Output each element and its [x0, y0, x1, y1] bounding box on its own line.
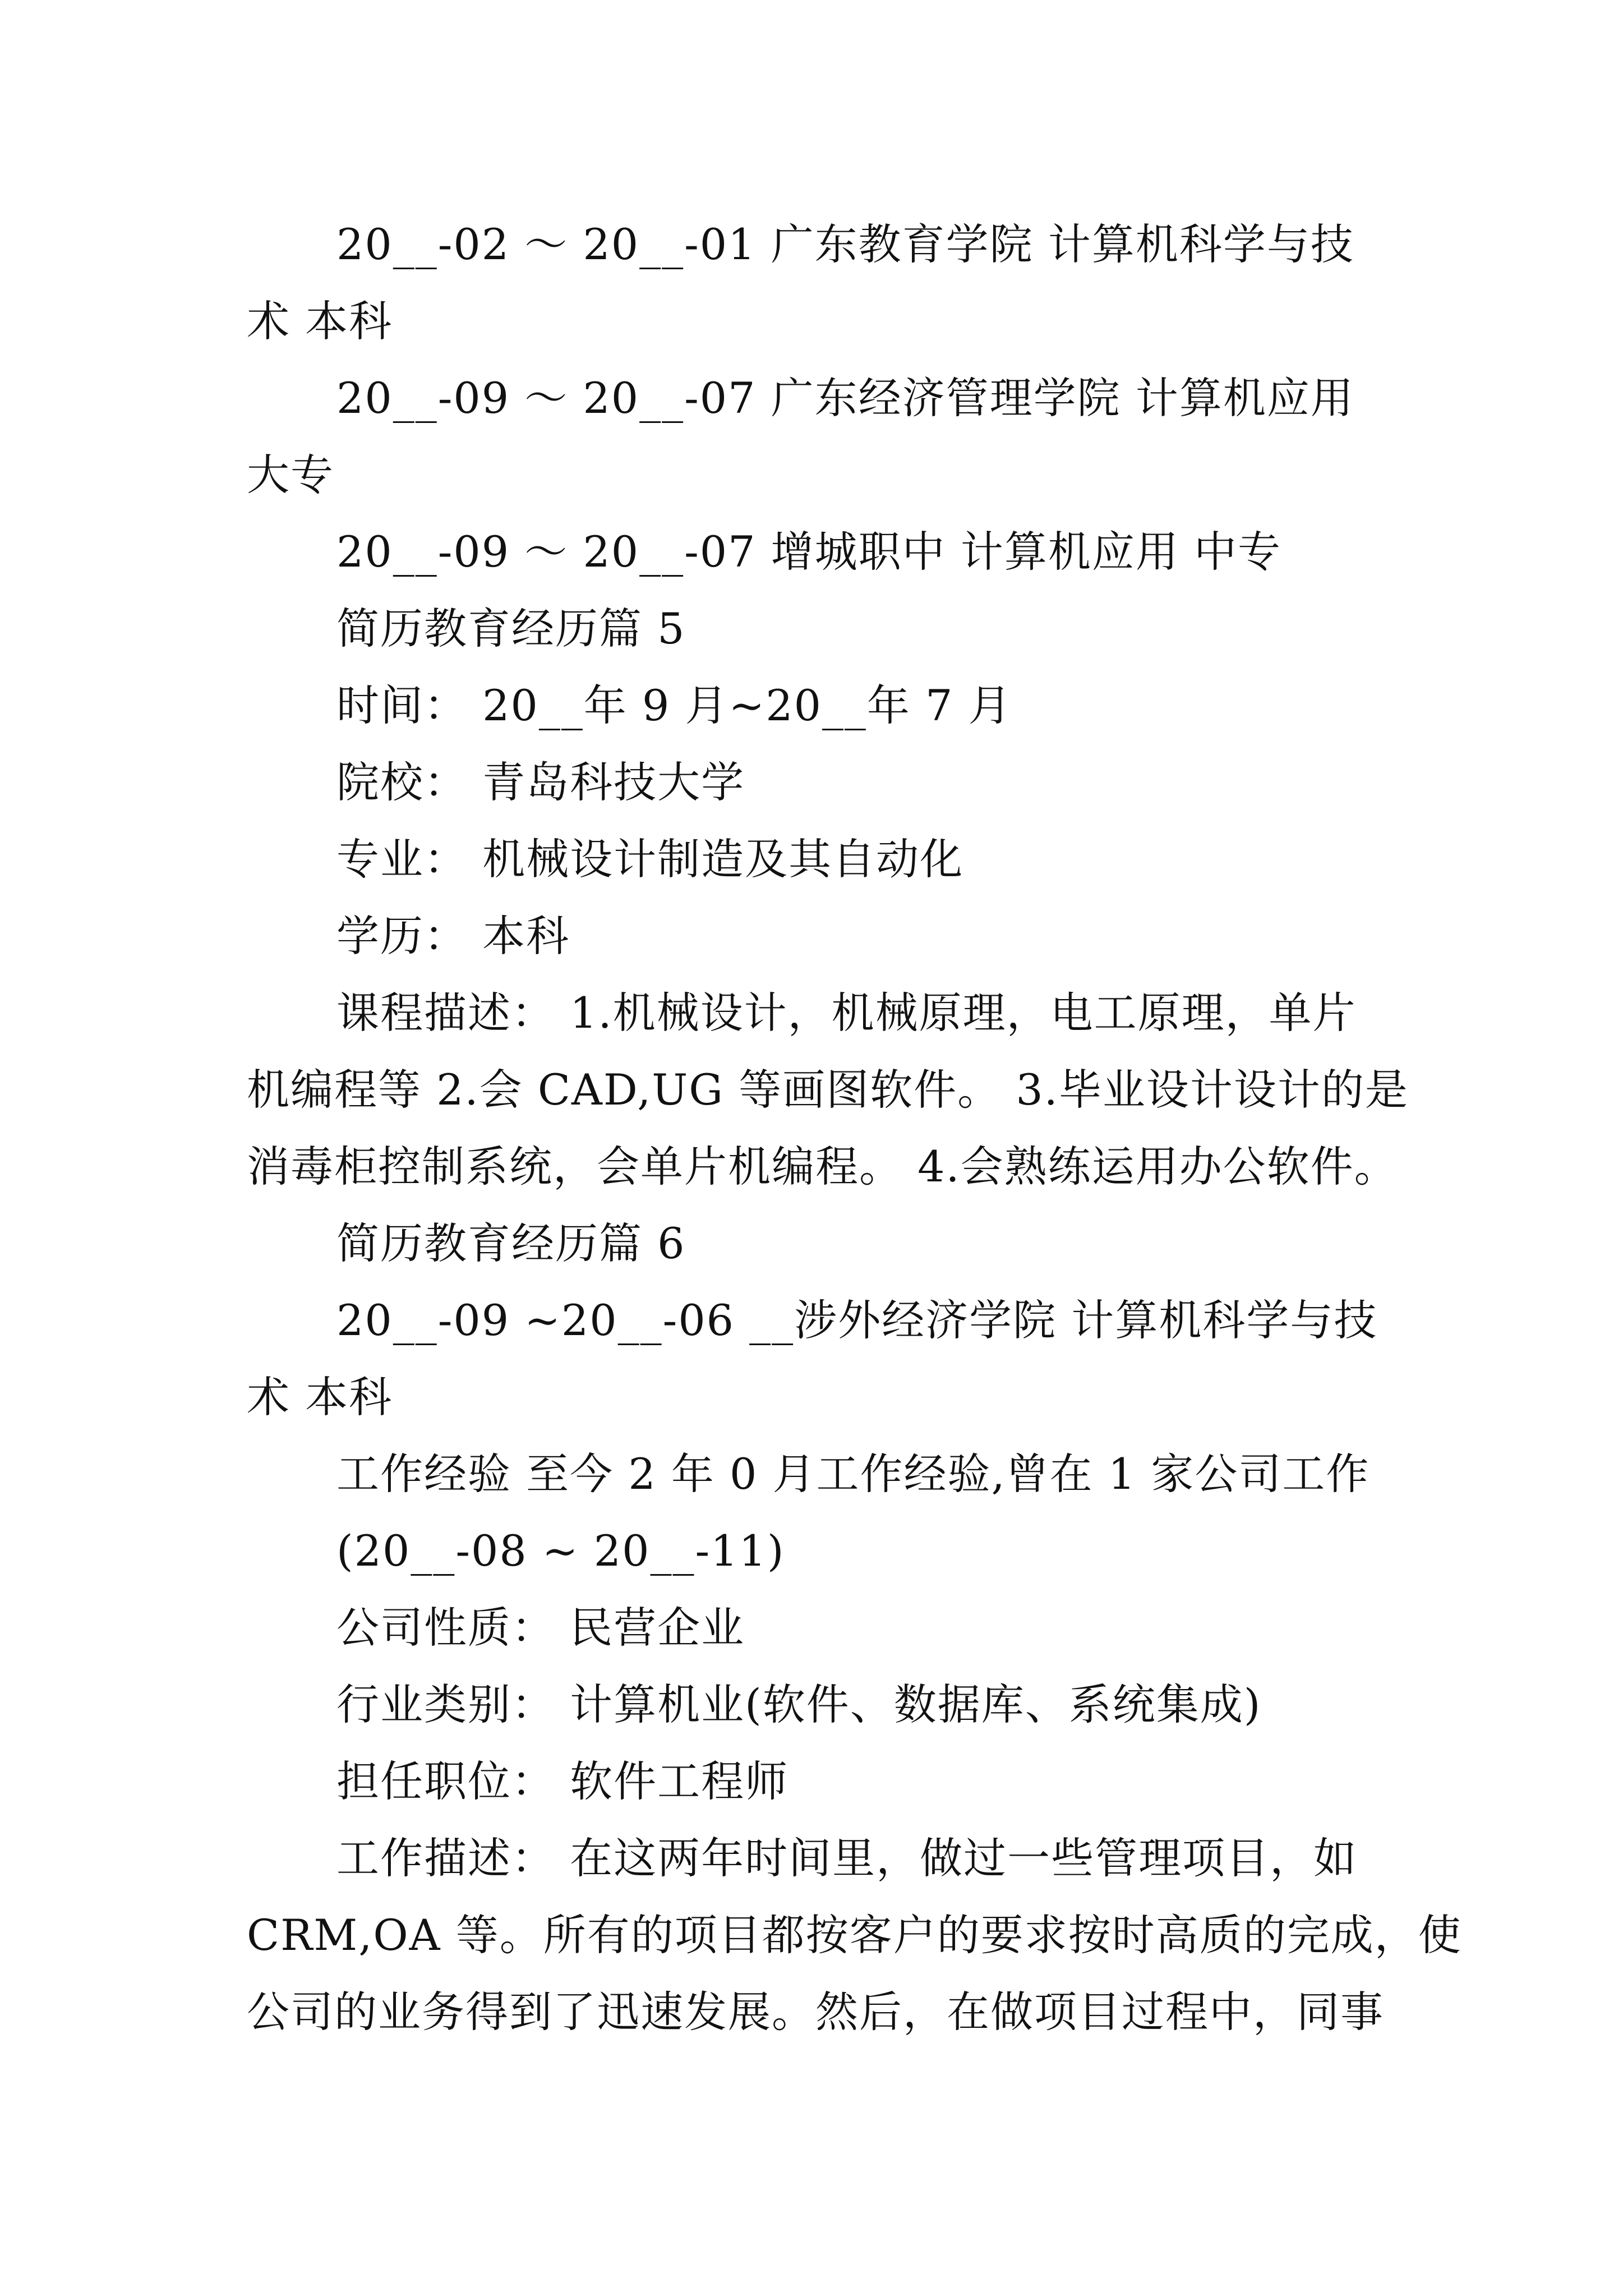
- text-line: 术 本科: [247, 296, 393, 346]
- text-line: 20__-09 ~20__-06 __涉外经济学院 计算机科学与技: [336, 1295, 1378, 1345]
- text-line: 工作描述： 在这两年时间里，做过一些管理项目，如: [336, 1833, 1358, 1883]
- text-line: 担任职位： 软件工程师: [336, 1756, 789, 1806]
- text-line: 20__-09 ～ 20__-07 广东经济管理学院 计算机应用: [336, 373, 1354, 423]
- section-heading: 简历教育经历篇 6: [336, 1218, 686, 1268]
- text-line: CRM,OA 等。所有的项目都按客户的要求按时高质的完成，使: [247, 1910, 1462, 1960]
- text-line: 机编程等 2.会 CAD,UG 等画图软件。 3.毕业设计设计的是: [247, 1065, 1409, 1115]
- text-line: 行业类别： 计算机业(软件、数据库、系统集成): [336, 1680, 1262, 1729]
- text-line: (20__-08 ~ 20__-11): [336, 1526, 785, 1576]
- text-line: 公司性质： 民营企业: [336, 1603, 745, 1653]
- text-line: 工作经验 至今 2 年 0 月工作经验,曾在 1 家公司工作: [336, 1449, 1370, 1499]
- text-line: 课程描述： 1.机械设计，机械原理，电工原理，单片: [336, 988, 1357, 1038]
- text-line: 学历： 本科: [336, 911, 570, 961]
- text-line: 大专: [247, 450, 334, 500]
- section-heading: 简历教育经历篇 5: [336, 604, 686, 654]
- text-line: 术 本科: [247, 1372, 393, 1422]
- text-line: 消毒柜控制系统，会单片机编程。 4.会熟练运用办公软件。: [247, 1142, 1398, 1191]
- text-line: 20__-09 ～ 20__-07 增城职中 计算机应用 中专: [336, 527, 1281, 577]
- text-line: 专业： 机械设计制造及其自动化: [336, 834, 964, 884]
- text-line: 院校： 青岛科技大学: [336, 757, 745, 807]
- text-line: 公司的业务得到了迅速发展。然后，在做项目过程中，同事: [247, 1987, 1384, 2037]
- text-line: 20__-02 ～ 20__-01 广东教育学院 计算机科学与技: [336, 219, 1354, 269]
- text-line: 时间： 20__年 9 月~20__年 7 月: [336, 680, 1012, 730]
